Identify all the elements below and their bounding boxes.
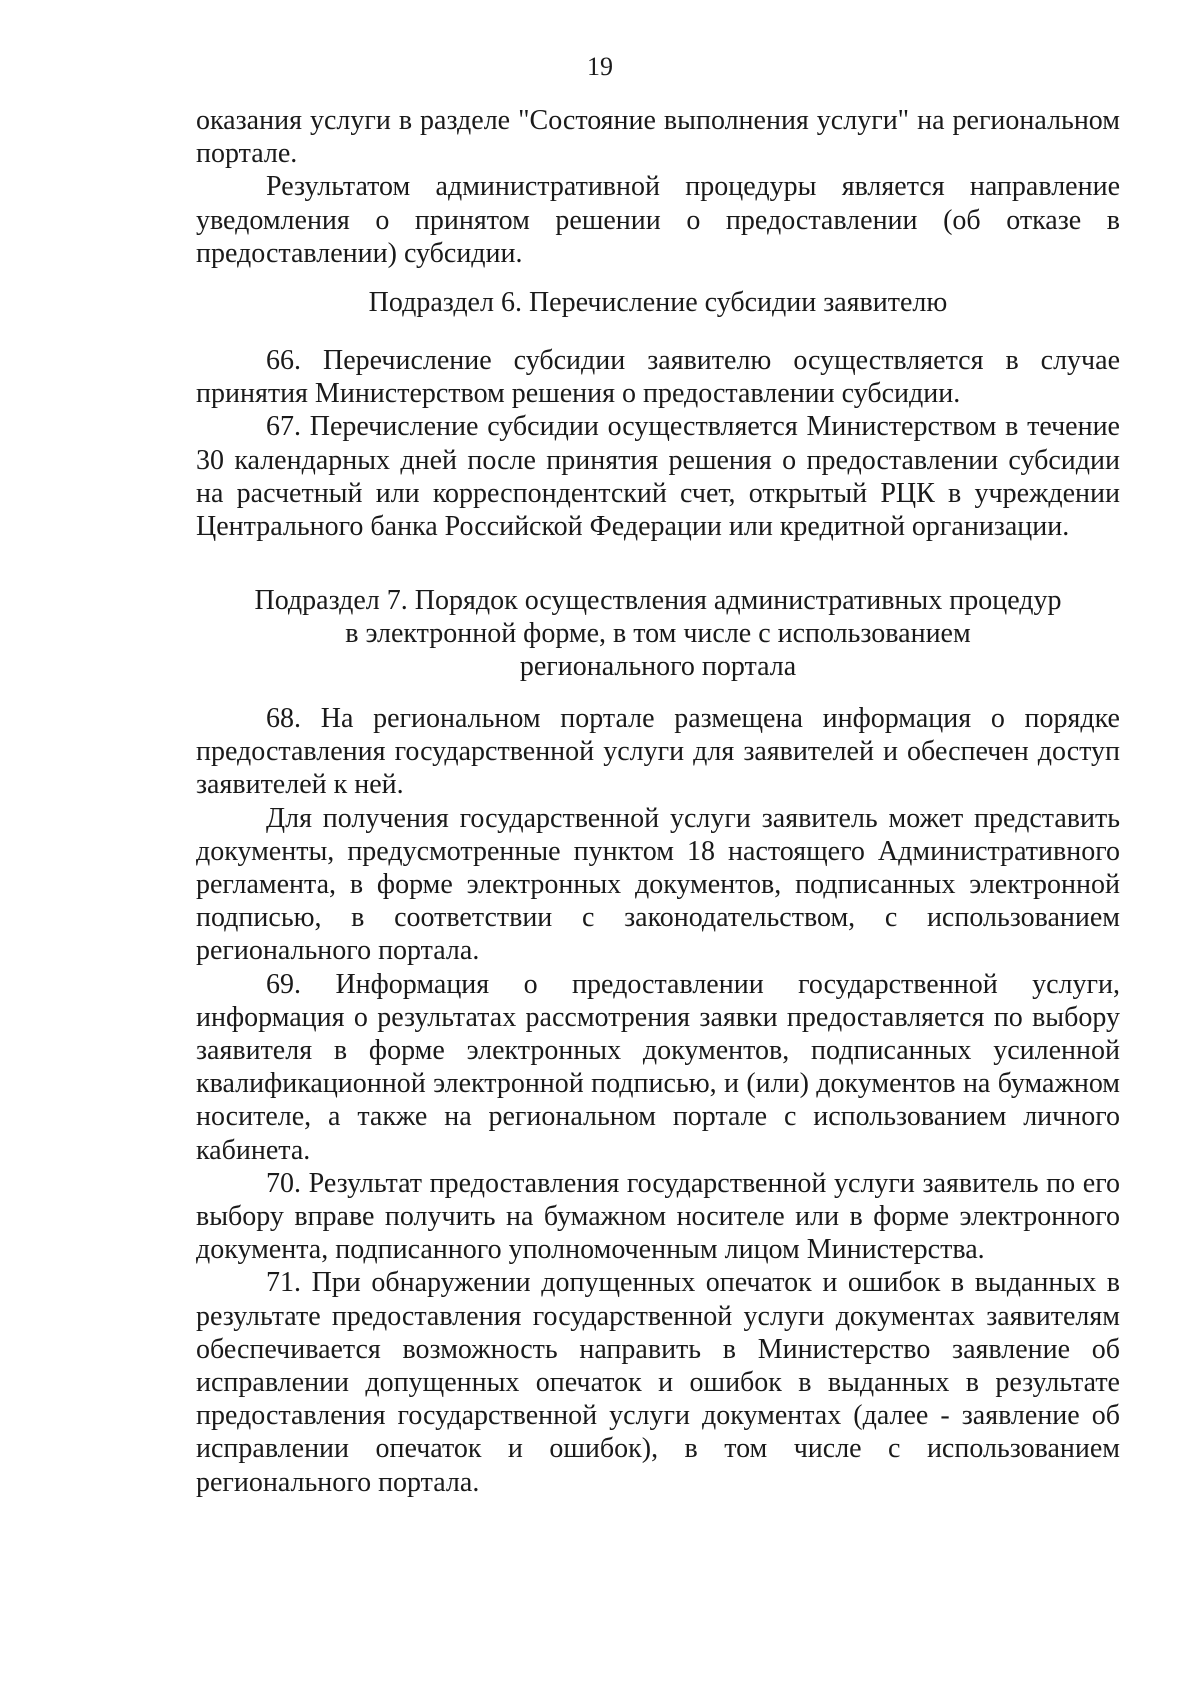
paragraph-69: 69. Информация о предоставлении государственной услуги, информация о результатах рассмотрения заявки предоставляется по выбору заявителя в форме электронных документов, подписанных усиленной квалификационной электронной подписью, и (или) документов на бумажном носителе, а также на региональном портале с использованием личного кабинета. — [196, 968, 1120, 1166]
paragraph-68: 68. На региональном портале размещена информация о порядке предоставления государственной услуги для заявителей и обеспечен доступ заявителей к ней. — [196, 703, 1120, 801]
text-block-c — [196, 702, 1120, 1499]
text-block-a — [196, 104, 1120, 270]
paragraph-67: 67. Перечисление субсидии осуществляется Министерством в течение 30 календарных дней после принятия решения о предоставлении субсидии на расчетный или корреспондентский счет, открытый РЦК в учреждении Центрального банка Российской Федерации или кредитной организации. — [196, 411, 1120, 543]
paragraph-continuation: оказания услуги в разделе "Состояние выполнения услуги" на региональном портале. — [196, 105, 1120, 170]
subsection-7-heading-block — [196, 584, 1120, 684]
subsection-7-heading-line-2: в электронной форме, в том числе с использованием — [345, 618, 971, 650]
subsection-6-heading: Подраздел 6. Перечисление субсидии заявителю — [368, 287, 948, 318]
subsection-7-heading-line-1: Подраздел 7. Порядок осуществления административных процедур — [254, 585, 1062, 616]
subsection-6-heading-block — [196, 286, 1120, 319]
paragraph-result: Результатом административной процедуры является направление уведомления о принятом решении о предоставлении (об отказе в предоставлении) субсидии. — [196, 171, 1120, 269]
page-number: 19 — [587, 52, 613, 81]
paragraph-66: 66. Перечисление субсидии заявителю осуществляется в случае принятия Министерством решения о предоставлении субсидии. — [196, 345, 1120, 410]
paragraph-70: 70. Результат предоставления государственной услуги заявитель по его выбору вправе получить на бумажном носителе или в форме электронного документа, подписанного уполномоченным лицом Министерства. — [196, 1167, 1120, 1266]
subsection-7-heading-line-3: регионального портала — [519, 651, 797, 683]
text-block-b — [196, 344, 1120, 543]
paragraph-71: 71. При обнаружении допущенных опечаток и ошибок в выданных в результате предоставления государственной услуги документах заявителям обеспечивается возможность направить в Министерство заявление об исправлении допущенных опечаток и ошибок в выданных в результате предоставления государственной услуги документах (далее - заявление об исправлении опечаток и ошибок), в том числе с использованием регионального портала. — [196, 1267, 1120, 1498]
paragraph-electronic-documents: Для получения государственной услуги заявитель может представить документы, предусмотренные пунктом 18 настоящего Административного регламента, в форме электронных документов, подписанных электронной подписью, в соответствии с законодательством, с использованием регионального портала. — [196, 802, 1120, 967]
